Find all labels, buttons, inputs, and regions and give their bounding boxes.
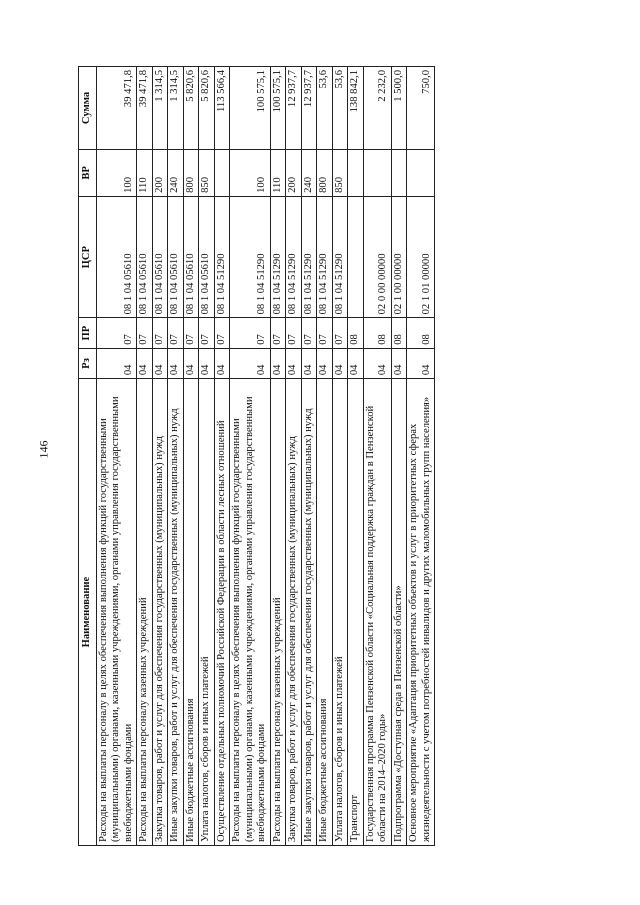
page-number: 146	[36, 440, 51, 459]
cell-sum: 100 575,1	[230, 67, 271, 150]
cell-csr	[348, 196, 364, 318]
cell-csr: 08 1 04 51290	[270, 196, 286, 318]
cell-vr: 200	[152, 149, 168, 196]
cell-vr: 850	[332, 149, 348, 196]
cell-csr: 08 1 04 51290	[317, 196, 333, 318]
cell-sum: 39 471,8	[137, 67, 153, 150]
cell-vr: 110	[270, 149, 286, 196]
cell-rz: 04	[363, 348, 391, 378]
table-row	[407, 67, 435, 846]
header-rz: Рз	[79, 348, 97, 378]
cell-csr: 08 1 04 05610	[199, 196, 215, 318]
cell-rz: 04	[214, 348, 230, 378]
cell-vr: 200	[286, 149, 302, 196]
cell-pr: 07	[137, 318, 153, 348]
cell-rz: 04	[96, 348, 137, 378]
cell-name: Расходы на выплаты персоналу казенных учреждений	[137, 379, 153, 846]
cell-name: Уплата налогов, сборов и иных платежей	[199, 379, 215, 846]
header-name: Наименование	[79, 379, 97, 846]
cell-rz: 04	[137, 348, 153, 378]
cell-name: Иные закупки товаров, работ и услуг для обеспечения государственных (муниципальных) нужд	[168, 379, 184, 846]
cell-rz: 04	[317, 348, 333, 378]
cell-rz: 04	[152, 348, 168, 378]
cell-name: Осуществление отдельных полномочий Российской Федерации в области лесных отношений	[214, 379, 230, 846]
cell-pr: 07	[317, 318, 333, 348]
table-row	[270, 67, 286, 846]
cell-pr: 07	[199, 318, 215, 348]
cell-csr: 08 1 04 51290	[301, 196, 317, 318]
cell-sum: 1 314,5	[152, 67, 168, 150]
table-row	[230, 67, 271, 846]
cell-name: Закупка товаров, работ и услуг для обеспечения государственных (муниципальных) нужд	[152, 379, 168, 846]
cell-pr: 07	[301, 318, 317, 348]
cell-pr: 07	[332, 318, 348, 348]
cell-sum: 53,6	[317, 67, 333, 150]
cell-csr: 02 0 00 00000	[363, 196, 391, 318]
cell-pr: 08	[391, 318, 407, 348]
cell-sum: 1 314,5	[168, 67, 184, 150]
cell-sum: 100 575,1	[270, 67, 286, 150]
cell-rz: 04	[332, 348, 348, 378]
cell-name: Иные бюджетные ассигнования	[183, 379, 199, 846]
cell-vr: 240	[301, 149, 317, 196]
cell-pr: 08	[363, 318, 391, 348]
cell-name: Расходы на выплаты персоналу в целях обеспечения выполнения функций государственными (муниципальными) органами, казенными учреждениями, органами управления государственными внебюджетными фондами	[230, 379, 271, 846]
table-row	[391, 67, 407, 846]
cell-sum: 5 820,6	[183, 67, 199, 150]
cell-vr: 100	[230, 149, 271, 196]
cell-name: Иные бюджетные ассигнования	[317, 379, 333, 846]
cell-sum: 39 471,8	[96, 67, 137, 150]
cell-rz: 04	[199, 348, 215, 378]
cell-vr	[407, 149, 435, 196]
table-row	[348, 67, 364, 846]
table-row	[152, 67, 168, 846]
cell-pr: 07	[214, 318, 230, 348]
cell-pr: 07	[183, 318, 199, 348]
cell-sum: 12 937,7	[286, 67, 302, 150]
cell-rz: 04	[391, 348, 407, 378]
table-row	[332, 67, 348, 846]
cell-sum: 113 566,4	[214, 67, 230, 150]
cell-vr	[348, 149, 364, 196]
cell-name: Расходы на выплаты персоналу в целях обеспечения выполнения функций государственными (муниципальными) органами, казенными учреждениями, органами управления государственными внебюджетными фондами	[96, 379, 137, 846]
table-row	[137, 67, 153, 846]
table-row	[286, 67, 302, 846]
cell-name: Подпрограмма «Доступная среда в Пензенской области»	[391, 379, 407, 846]
cell-csr: 08 1 04 05610	[96, 196, 137, 318]
table-row	[301, 67, 317, 846]
cell-rz: 04	[183, 348, 199, 378]
cell-pr: 08	[348, 318, 364, 348]
cell-sum: 2 232,0	[363, 67, 391, 150]
cell-pr: 07	[230, 318, 271, 348]
table-row	[199, 67, 215, 846]
cell-rz: 04	[168, 348, 184, 378]
cell-vr: 850	[199, 149, 215, 196]
header-csr: ЦСР	[79, 196, 97, 318]
table-row	[96, 67, 137, 846]
table-row	[183, 67, 199, 846]
cell-vr: 800	[183, 149, 199, 196]
cell-pr: 07	[286, 318, 302, 348]
cell-vr: 110	[137, 149, 153, 196]
cell-csr: 08 1 04 05610	[137, 196, 153, 318]
cell-vr	[214, 149, 230, 196]
table-header-row	[79, 67, 97, 846]
table-row	[168, 67, 184, 846]
cell-pr: 07	[168, 318, 184, 348]
table-row	[363, 67, 391, 846]
cell-csr: 02 1 00 00000	[391, 196, 407, 318]
cell-vr: 240	[168, 149, 184, 196]
cell-name: Расходы на выплаты персоналу казенных учреждений	[270, 379, 286, 846]
cell-vr: 800	[317, 149, 333, 196]
cell-csr: 08 1 04 51290	[214, 196, 230, 318]
cell-csr: 08 1 04 51290	[230, 196, 271, 318]
rotated-table-container	[78, 66, 548, 846]
cell-name: Государственная программа Пензенской области «Социальная поддержка граждан в Пензенской области на 2014–2020 годы»	[363, 379, 391, 846]
cell-name: Иные закупки товаров, работ и услуг для обеспечения государственных (муниципальных) нужд	[301, 379, 317, 846]
cell-csr: 08 1 04 05610	[152, 196, 168, 318]
cell-name: Транспорт	[348, 379, 364, 846]
cell-rz: 04	[286, 348, 302, 378]
header-sum: Сумма	[79, 67, 97, 150]
cell-rz: 04	[270, 348, 286, 378]
cell-rz: 04	[230, 348, 271, 378]
budget-table	[78, 66, 435, 846]
cell-csr: 08 1 04 05610	[168, 196, 184, 318]
cell-csr: 08 1 04 51290	[332, 196, 348, 318]
cell-sum: 12 937,7	[301, 67, 317, 150]
cell-rz: 04	[348, 348, 364, 378]
cell-sum: 1 500,0	[391, 67, 407, 150]
cell-pr: 07	[96, 318, 137, 348]
cell-csr: 08 1 04 51290	[286, 196, 302, 318]
cell-pr: 08	[407, 318, 435, 348]
cell-rz: 04	[301, 348, 317, 378]
cell-sum: 138 842,1	[348, 67, 364, 150]
header-pr: ПР	[79, 318, 97, 348]
cell-vr	[363, 149, 391, 196]
table-row	[214, 67, 230, 846]
header-vr: ВР	[79, 149, 97, 196]
cell-vr	[391, 149, 407, 196]
cell-sum: 53,6	[332, 67, 348, 150]
cell-name: Уплата налогов, сборов и иных платежей	[332, 379, 348, 846]
cell-pr: 07	[270, 318, 286, 348]
table-row	[317, 67, 333, 846]
cell-sum: 5 820,6	[199, 67, 215, 150]
cell-rz: 04	[407, 348, 435, 378]
cell-pr: 07	[152, 318, 168, 348]
cell-vr: 100	[96, 149, 137, 196]
cell-name: Основное мероприятие «Адаптация приоритетных объектов и услуг в приоритетных сферах жизнедеятельности с учетом потребностей инвалидов и других маломобильных групп населения»	[407, 379, 435, 846]
cell-csr: 02 1 01 00000	[407, 196, 435, 318]
cell-sum: 750,0	[407, 67, 435, 150]
cell-csr: 08 1 04 05610	[183, 196, 199, 318]
cell-name: Закупка товаров, работ и услуг для обеспечения государственных (муниципальных) нужд	[286, 379, 302, 846]
